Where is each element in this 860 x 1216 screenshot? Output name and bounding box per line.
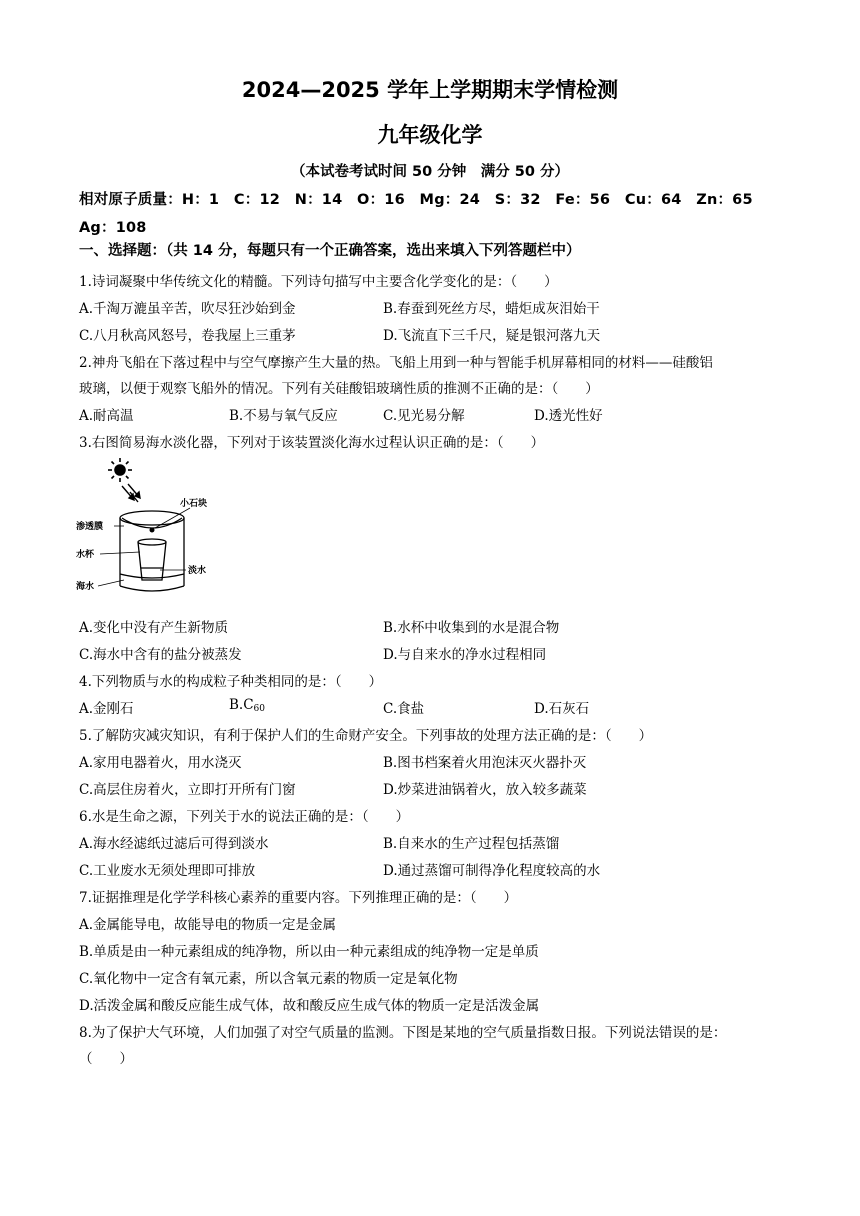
exam-title: 2024—2025 学年上学期期末学情检测 — [241, 78, 619, 102]
q2-option-a: A.耐高温 — [79, 408, 134, 424]
section-heading: 一、选择题：（共 14 分，每题只有一个正确答案，选出来填入下列答题栏中） — [79, 243, 581, 259]
q6-stem: 6.水是生命之源，下列关于水的说法正确的是：（ ） — [79, 809, 410, 825]
label-sea-water: 海水 — [76, 582, 95, 592]
q5-option-c: C.高层住房着火，立即打开所有门窗 — [79, 782, 296, 798]
q2-option-c: C.见光易分解 — [383, 408, 465, 424]
q3-option-a: A.变化中没有产生新物质 — [79, 620, 229, 636]
label-stone: 小石块 — [180, 499, 208, 509]
q1-stem: 1.诗词凝聚中华传统文化的精髓。下列诗句描写中主要含化学变化的是：（ ） — [79, 274, 558, 290]
q6-option-d: D.通过蒸馏可制得净化程度较高的水 — [383, 863, 601, 879]
desalinator-diagram — [72, 456, 232, 604]
q4-stem: 4.下列物质与水的构成粒子种类相同的是：（ ） — [79, 674, 383, 690]
q1-option-d: D.飞流直下三千尺，疑是银河落九天 — [383, 328, 601, 344]
q1-option-c: C.八月秋高风怒号，卷我屋上三重茅 — [79, 328, 296, 344]
exam-subject: 九年级化学 — [377, 123, 483, 147]
q2-stem-line1: 2.神舟飞船在下落过程中与空气摩擦产生大量的热。飞船上用到一种与智能手机屏幕相同的材料——硅酸铝 — [79, 355, 713, 371]
sunlight-arrows — [122, 484, 140, 502]
q6-option-b: B.自来水的生产过程包括蒸馏 — [383, 836, 560, 852]
q3-option-c: C.海水中含有的盐分被蒸发 — [79, 647, 242, 663]
q8-stem-line2: （ ） — [79, 1051, 133, 1067]
q4-option-b-subscript: 60 — [253, 704, 265, 714]
q4-option-b — [229, 697, 265, 714]
q8-stem-line1: 8.为了保护大气环境，人们加强了对空气质量的监测。下图是某地的空气质量指数日报。下列说法错误的是： — [79, 1025, 727, 1041]
label-fresh-water: 淡水 — [188, 566, 207, 576]
label-membrane: 渗透膜 — [76, 522, 104, 532]
q5-option-b: B.图书档案着火用泡沫灭火器扑灭 — [383, 755, 587, 771]
label-cup: 水杯 — [76, 550, 95, 560]
q5-option-a: A.家用电器着火，用水浇灭 — [79, 755, 242, 771]
q4-option-a: A.金刚石 — [79, 701, 134, 717]
q5-option-d: D.炒菜进油锅着火，放入较多蔬菜 — [383, 782, 587, 798]
exam-info: （本试卷考试时间 50 分钟 满分 50 分） — [290, 164, 570, 180]
q6-option-c: C.工业废水无须处理即可排放 — [79, 863, 256, 879]
q3-option-b: B.水杯中收集到的水是混合物 — [383, 620, 560, 636]
q5-stem: 5.了解防灾减灾知识，有利于保护人们的生命财产安全。下列事故的处理方法正确的是：（ ） — [79, 728, 653, 744]
q7-option-c: C.氧化物中一定含有氧元素，所以含氧元素的物质一定是氧化物 — [79, 971, 458, 987]
q4-option-d: D.石灰石 — [534, 701, 590, 717]
stone-icon — [150, 528, 155, 533]
q1-option-b: B.春蚕到死丝方尽，蜡炬成灰泪始干 — [383, 301, 600, 317]
sun-icon — [108, 458, 132, 482]
q6-option-a: A.海水经滤纸过滤后可得到淡水 — [79, 836, 269, 852]
q4-option-b-text: B.C — [229, 697, 254, 713]
q4-option-c: C.食盐 — [383, 701, 425, 717]
q7-option-d: D.活泼金属和酸反应能生成气体，故和酸反应生成气体的物质一定是活泼金属 — [79, 998, 540, 1014]
q2-option-d: D.透光性好 — [534, 408, 603, 424]
q7-option-a: A.金属能导电，故能导电的物质一定是金属 — [79, 917, 337, 933]
q3-stem: 3.右图简易海水淡化器，下列对于该装置淡化海水过程认识正确的是：（ ） — [79, 435, 545, 451]
q3-option-d: D.与自来水的净水过程相同 — [383, 647, 547, 663]
q2-stem-line2: 玻璃，以便于观察飞船外的情况。下列有关硅酸铝玻璃性质的推测不正确的是：（ ） — [79, 381, 599, 397]
q7-stem: 7.证据推理是化学学科核心素养的重要内容。下列推理正确的是：（ ） — [79, 890, 518, 906]
q7-option-b: B.单质是由一种元素组成的纯净物，所以由一种元素组成的纯净物一定是单质 — [79, 944, 539, 960]
atomic-masses: 相对原子质量：H：1 C：12 N：14 O：16 Mg：24 S：32 Fe：56 Cu：64 Zn：65 Ag：108 — [79, 192, 768, 236]
q1-option-a: A.千淘万漉虽辛苦，吹尽狂沙始到金 — [79, 301, 296, 317]
q2-option-b: B.不易与氧气反应 — [229, 408, 338, 424]
